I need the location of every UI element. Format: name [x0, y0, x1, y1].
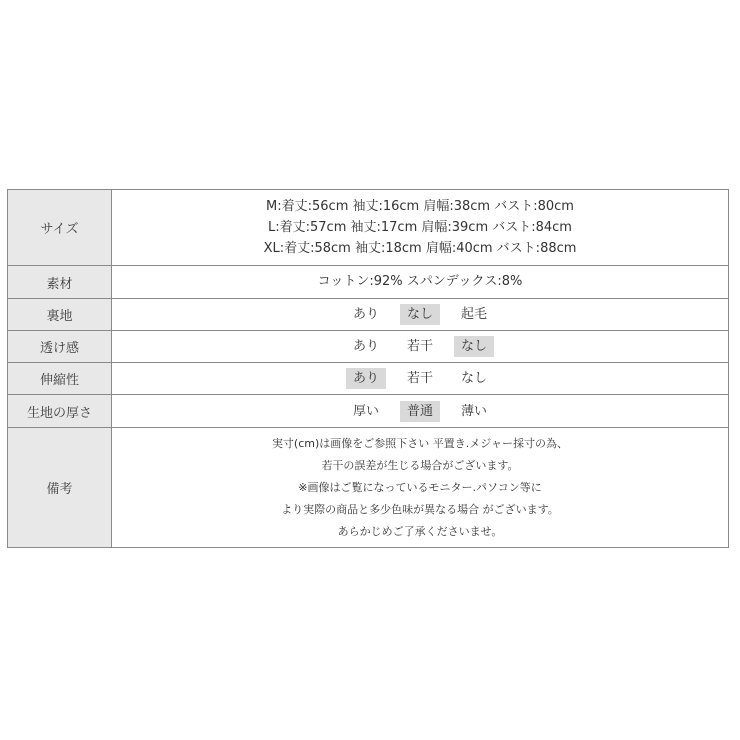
note-line: あらかじめご了承くださいませ。: [337, 524, 503, 538]
size-line-m: M:着丈:56cm 袖丈:16cm 肩幅:38cm バスト:80cm: [266, 199, 574, 214]
transparency-cell: [112, 331, 729, 363]
thickness-label: 生地の厚さ: [8, 395, 112, 428]
stretch-cell: [112, 363, 729, 395]
notes-label: 備考: [8, 428, 112, 548]
material-row: [8, 266, 729, 299]
product-spec-table: [7, 189, 729, 548]
thickness-options: [346, 401, 494, 422]
size-row: [8, 190, 729, 266]
lining-options: [346, 304, 494, 325]
thickness-row: [8, 395, 729, 428]
size-line-l: L:着丈:57cm 袖丈:17cm 肩幅:39cm バスト:84cm: [268, 220, 572, 235]
transparency-label: 透け感: [8, 331, 112, 363]
transparency-options: [346, 336, 494, 357]
thickness-option: 薄い: [461, 403, 488, 419]
thickness-cell: [112, 395, 729, 428]
lining-label: 裏地: [8, 299, 112, 331]
stretch-label: 伸縮性: [8, 363, 112, 395]
note-line: より実際の商品と多少色味が異なる場合 がございます。: [281, 502, 559, 516]
transparency-option: あり: [352, 339, 379, 354]
material-cell: [112, 266, 729, 299]
transparency-option: 若干: [406, 339, 433, 354]
stretch-option: 若干: [406, 371, 433, 386]
note-line: 若干の誤差が生じる場合がございます。: [321, 458, 519, 472]
stretch-options: [346, 368, 494, 389]
stretch-option: あり: [346, 368, 386, 389]
thickness-option: 厚い: [352, 403, 379, 419]
note-line: 実寸(cm)は画像をご参照下さい 平置き.メジャー採寸の為、: [271, 436, 569, 450]
size-line-xl: XL:着丈:58cm 袖丈:18cm 肩幅:40cm バスト:88cm: [263, 241, 577, 256]
stretch-row: [8, 363, 729, 395]
size-values: [112, 190, 729, 266]
lining-row: [8, 299, 729, 331]
note-line: ※画像はご覧になっているモニター.パソコン等に: [298, 480, 542, 494]
lining-cell: [112, 299, 729, 331]
transparency-option: なし: [454, 336, 494, 357]
transparency-row: [8, 331, 729, 363]
material-value: コットン:92% スパンデックス:8%: [317, 274, 523, 289]
notes-values: [112, 428, 729, 548]
size-label: サイズ: [8, 190, 112, 266]
notes-row: [8, 428, 729, 548]
lining-option: あり: [352, 307, 379, 322]
lining-option: なし: [400, 304, 440, 325]
lining-option: 起毛: [461, 307, 488, 322]
stretch-option: なし: [461, 371, 488, 386]
thickness-option: 普通: [400, 401, 440, 422]
material-label: 素材: [8, 266, 112, 299]
